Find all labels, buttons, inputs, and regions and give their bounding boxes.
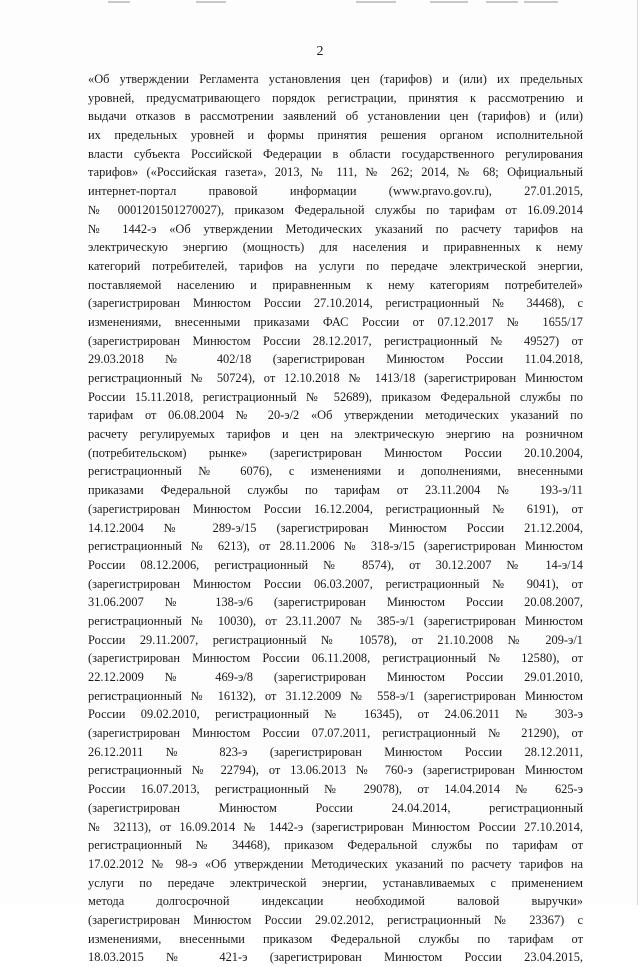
text-line: (зарегистрирован Минюстом России 07.07.2011, регистрационный № 21290), от [88,726,583,741]
text-line: регистрационный № 6076), с изменениями и дополнениями, внесенными [88,464,583,479]
text-line: России 09.02.2010, регистрационный № 16345), от 24.06.2011 № 303-э [88,707,583,722]
text-line: России 16.07.2013, регистрационный № 29078), от 14.04.2014 № 625-э [88,782,583,797]
text-line: изменениями, внесенными приказом Федеральной службы по тарифам от [88,931,583,946]
text-line: регистрационный № 6213), от 28.11.2006 № 318-э/15 (зарегистрирован Минюстом [88,539,583,554]
text-line: интернет-портал правовой информации (www.pravo.gov.ru), 27.01.2015, [88,184,583,199]
text-line: их предельных уровней и формы принятия решения органом исполнительной [88,128,583,143]
text-line: России 08.12.2006, регистрационный № 8574), от 30.12.2007 № 14-э/14 [88,557,583,572]
text-line: выдачи отказов в рассмотрении заявлений об установлении цен (тарифов) и (или) [88,109,583,124]
text-line: регистрационный № 22794), от 13.06.2013 № 760-э (зарегистрирован Минюстом [88,763,583,778]
text-line: № 0001201501270027), приказом Федеральной службы по тарифам от 16.09.2014 [88,202,583,217]
text-line: № 32113), от 16.09.2014 № 1442-э (зарегистрирован Минюстом России 27.10.2014, [88,819,583,834]
text-line: (зарегистрирован Минюстом России 27.10.2014, регистрационный № 34468), с [88,296,583,311]
text-line: 31.06.2007 № 138-э/6 (зарегистрирован Минюстом России 20.08.2007, [88,595,583,610]
page-number: 2 [316,44,324,59]
text-line: услуги по передаче электрической энергии, устанавливаемых с применением [88,875,583,890]
scan-artifact-top [0,0,640,6]
text-line: 22.12.2009 № 469-э/8 (зарегистрирован Минюстом России 29.01.2010, [88,670,583,684]
text-line: (зарегистрирован Минюстом России 06.11.2008, регистрационный № 12580), от [88,651,583,666]
text-line: уровней, предусматривающего порядок регистрации, принятия к рассмотрению и [88,90,583,105]
text-line: (зарегистрирован Минюстом России 29.02.2012, регистрационный № 23367) с [88,912,583,927]
text-line: России 29.11.2007, регистрационный № 10578), от 21.10.2008 № 209-э/1 [88,632,583,647]
text-line: 29.03.2018 № 402/18 (зарегистрирован Минюстом России 11.04.2018, [88,352,583,367]
text-line: 14.12.2004 № 289-э/15 (зарегистрирован Минюстом России 21.12.2004, [88,520,583,535]
text-line: России 15.11.2018, регистрационный № 52689), приказом Федеральной службы по [88,389,583,404]
text-line: метода долгосрочной индексации необходимой валовой выручки» [88,894,583,909]
text-line: расчету регулируемых тарифов и цен на электрическую энергию на розничном [88,427,583,442]
text-line: изменениями, внесенными приказами ФАС России от 07.12.2017 № 1655/17 [88,314,583,329]
text-line: электрическую энергию (мощность) для населения и приравненных к нему [88,240,583,255]
text-line: (зарегистрирован Минюстом России 24.04.2014, регистрационный [88,800,583,815]
text-line: власти субъекта Российской Федерации в области государственного регулирования [88,146,583,161]
text-line: приказами Федеральной службы по тарифам от 23.11.2004 № 193-э/11 [88,483,583,498]
text-line: регистрационный № 50724), от 12.10.2018 № 1413/18 (зарегистрирован Минюстом [88,371,583,385]
text-line: (потребительском) рынке» (зарегистрирован Минюстом России 20.10.2004, [88,445,583,460]
scan-artifact-edge [637,0,638,905]
text-line: тарифов» («Российская газета», 2013, № 111, № 262; 2014, № 68; Официальный [88,165,583,180]
text-line: № 1442-э «Об утверждении Методических указаний по расчету тарифов на [88,221,583,236]
text-line: «Об утверждении Регламента установления цен (тарифов) и (или) их предельных [88,72,583,86]
body-paragraph [88,70,583,967]
text-line: (зарегистрирован Минюстом России 06.03.2007, регистрационный № 9041), от [88,576,583,591]
text-line: 17.02.2012 № 98-э «Об утверждении Методических указаний по расчету тарифов на [88,856,583,871]
text-line: тарифам от 06.08.2004 № 20-э/2 «Об утверждении методических указаний по [88,408,583,423]
text-line: (зарегистрирован Минюстом России 28.12.2017, регистрационный № 49527) от [88,333,583,348]
text-line: 26.12.2011 № 823-э (зарегистрирован Минюстом России 28.12.2011, [88,744,583,759]
text-line: регистрационный № 34468), приказом Федеральной службы по тарифам от [88,838,583,853]
text-line: (зарегистрирован Минюстом России 16.12.2004, регистрационный № 6191), от [88,501,583,516]
text-line: категорий потребителей, тарифов на услуги по передаче электрической энергии, [88,258,583,273]
text-line: регистрационный № 16132), от 31.12.2009 № 558-э/1 (зарегистрирован Минюстом [88,688,583,703]
text-line: поставляемой населению и приравненным к нему категориям потребителей» [88,277,583,292]
text-line: 18.03.2015 № 421-э (зарегистрирован Минюстом России 23.04.2015, [88,950,583,965]
text-line: регистрационный № 10030), от 23.11.2007 № 385-э/1 (зарегистрирован Минюстом [88,613,583,628]
